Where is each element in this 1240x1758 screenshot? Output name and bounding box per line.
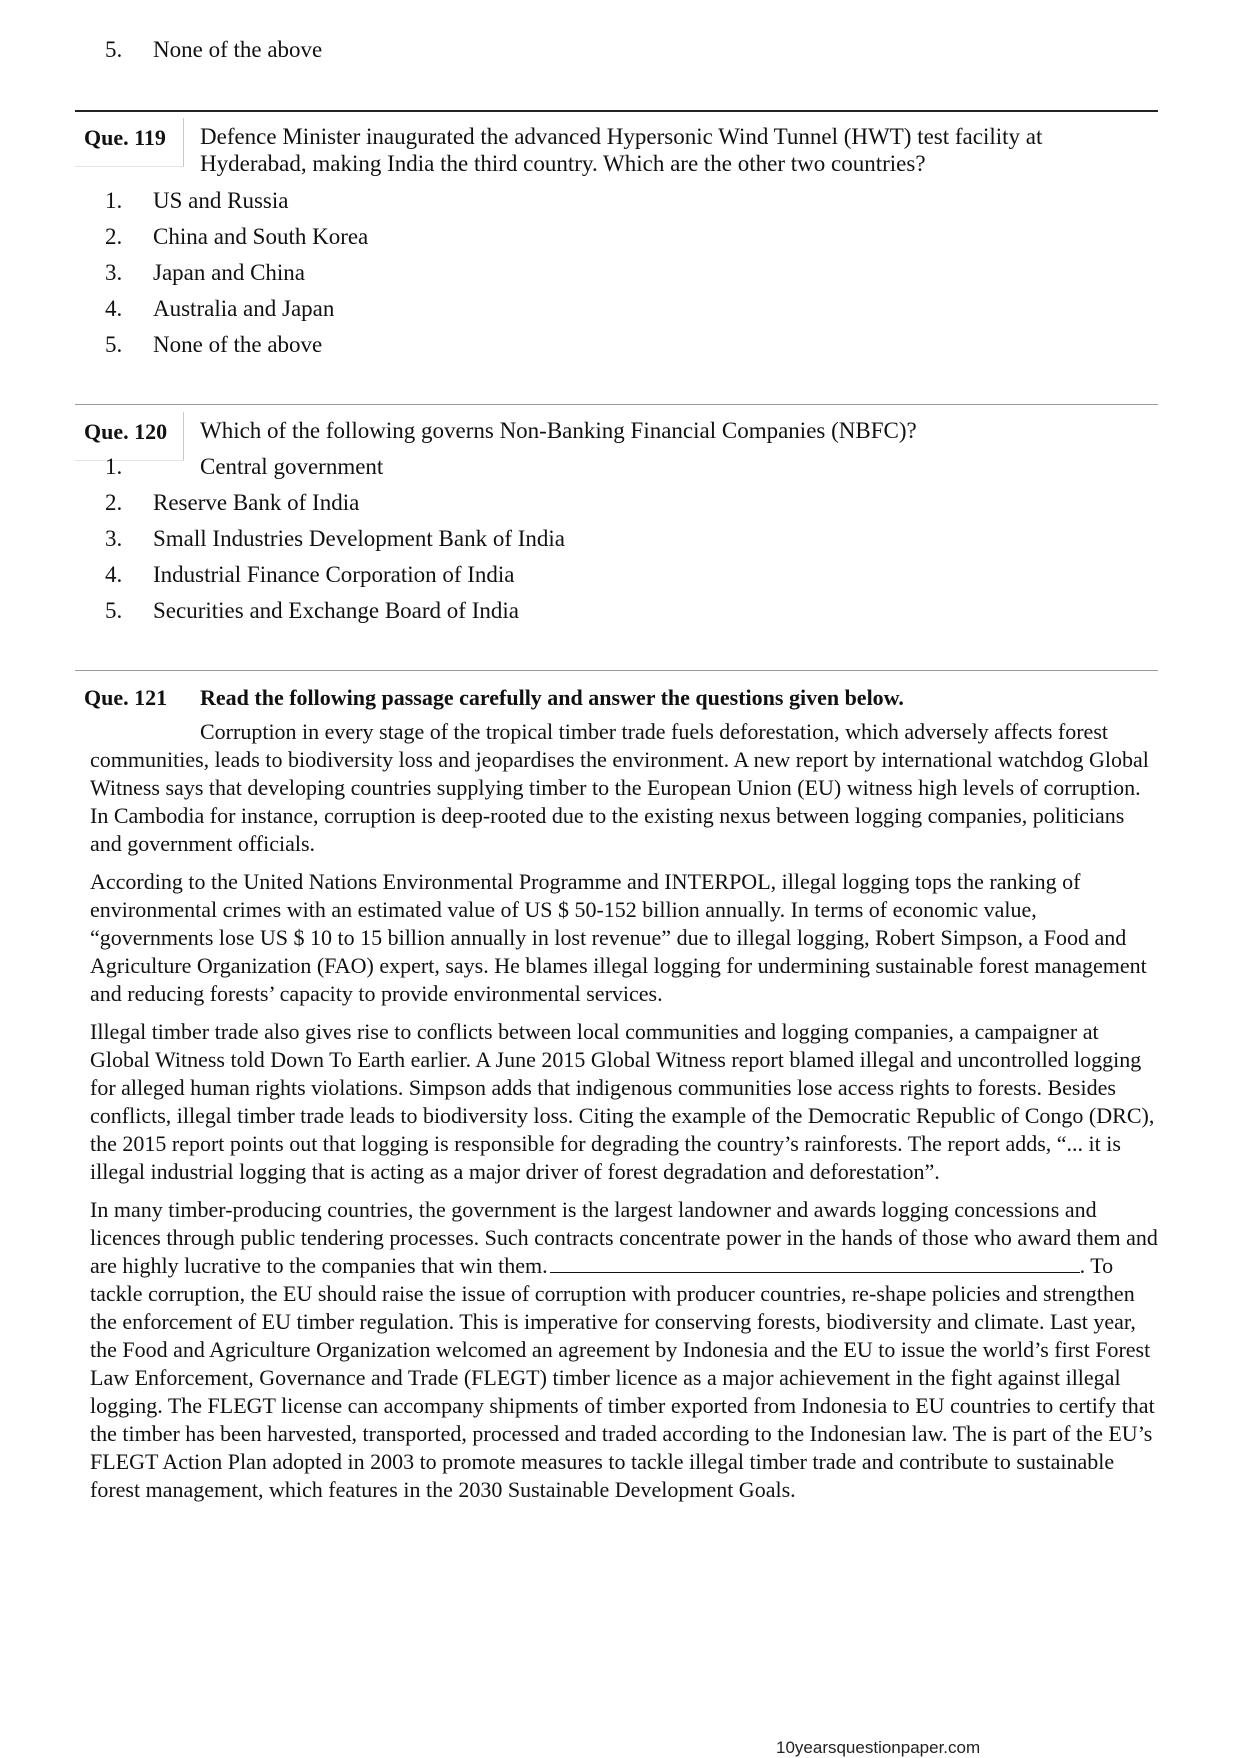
- passage-paragraph: According to the United Nations Environmental Programme and INTERPOL, illegal logging tops the ranking of environmental crimes with an estimated value of US $ 50-152 billion annually. In terms of economic value, “governments lose US $ 10 to 15 billion annually in lost revenue” due to illegal logging, Robert Simpson, a Food and Agriculture Organization (FAO) expert, says. He blames illegal logging for undermining sustainable forest management and reducing forests’ capacity to provide environmental services.: [90, 869, 1147, 1006]
- question-divider: [75, 110, 1158, 112]
- option-text: Small Industries Development Bank of India: [153, 526, 566, 551]
- option-text: China and South Korea: [153, 224, 369, 249]
- question-divider: [75, 404, 1158, 405]
- reading-passage: [90, 718, 1160, 1514]
- option-text: Industrial Finance Corporation of India: [153, 562, 515, 587]
- option-text: Australia and Japan: [153, 296, 335, 321]
- option-text: Reserve Bank of India: [153, 490, 360, 515]
- passage-text: . To tackle corruption, the EU should raise the issue of corruption with producer countries, re-shape policies and strengthen the enforcement of EU timber regulation. This is imperative for conserving forests, biodiversity and climate. Last year, the Food and Agriculture Organization welcomed an agreement by Indonesia and the EU to issue the world’s first Forest Law Enforcement, Governance and Trade (FLEGT) timber licence as a major achievement in the fight against illegal logging. The FLEGT license can accompany shipments of timber exported from Indonesia to EU countries to certify that the timber has been harvested, transported, processed and traded according to the Indonesian law. The is part of the EU’s FLEGT Action Plan adopted in 2003 to promote measures to tackle illegal timber trade and contribute to sustainable forest management, which features in the 2030 Sustainable Development Goals.: [90, 1253, 1155, 1502]
- option-number: 1.: [105, 454, 123, 479]
- passage-paragraph: Corruption in every stage of the tropical timber trade fuels deforestation, which adversely affects forest communities, leads to biodiversity loss and jeopardises the environment. A new report by international watchdog Global Witness says that developing countries supplying timber to the European Union (EU) witness high levels of corruption. In Cambodia for instance, corruption is deep-rooted due to the existing nexus between logging companies, politicians and government officials.: [90, 719, 1149, 856]
- question-text: Which of the following governs Non-Banking Financial Companies (NBFC)?: [200, 418, 917, 443]
- option-text: Securities and Exchange Board of India: [153, 598, 519, 623]
- option-number: 3.: [105, 260, 123, 285]
- option-number: 1.: [105, 188, 123, 213]
- option-number: 5.: [105, 598, 123, 623]
- question-label: Que. 121: [84, 685, 168, 710]
- fill-in-blank: [550, 1254, 1080, 1273]
- option-number: 5.: [105, 332, 123, 357]
- passage-paragraph: Illegal timber trade also gives rise to conflicts between local communities and logging companies, a campaigner at Global Witness told Down To Earth earlier. A June 2015 Global Witness report blamed illegal and uncontrolled logging for alleged human rights violations. Simpson adds that indigenous communities lose access rights to forests. Besides conflicts, illegal timber trade leads to biodiversity loss. Citing the example of the Democratic Republic of Congo (DRC), the 2015 report points out that logging is responsible for degrading the country’s rainforests. The report adds, “... it is illegal industrial logging that is acting as a major driver of forest degradation and deforestation”.: [90, 1019, 1155, 1184]
- option-text: US and Russia: [153, 188, 289, 213]
- option-number: 2.: [105, 224, 123, 249]
- option-text: Japan and China: [153, 260, 306, 285]
- question-divider: [75, 670, 1158, 671]
- option-number: 5.: [105, 37, 123, 62]
- passage-paragraph-with-blank: [90, 1196, 1160, 1504]
- option-number: 4.: [105, 296, 123, 321]
- option-text: None of the above: [153, 332, 323, 357]
- question-text: Defence Minister inaugurated the advanced Hypersonic Wind Tunnel (HWT) test facility at Hyderabad, making India the third country. Which are the other two countries?: [200, 124, 1043, 176]
- option-number: 3.: [105, 526, 123, 551]
- passage-instruction: Read the following passage carefully and answer the questions given below.: [200, 685, 904, 710]
- option-number: 2.: [105, 490, 123, 515]
- option-text: Central government: [200, 454, 384, 479]
- passage-text: In many timber-producing countries, the government is the largest landowner and awards logging concessions and licences through public tendering processes. Such contracts concentrate power in the hands of those who award them and are highly lucrative to the companies that win them.: [90, 1197, 1158, 1278]
- option-number: 4.: [105, 562, 123, 587]
- question-label: Que. 119: [84, 125, 166, 150]
- option-text: None of the above: [153, 37, 323, 62]
- footer-watermark: 10yearsquestionpaper.com: [776, 1738, 981, 1757]
- question-label: Que. 120: [84, 419, 168, 444]
